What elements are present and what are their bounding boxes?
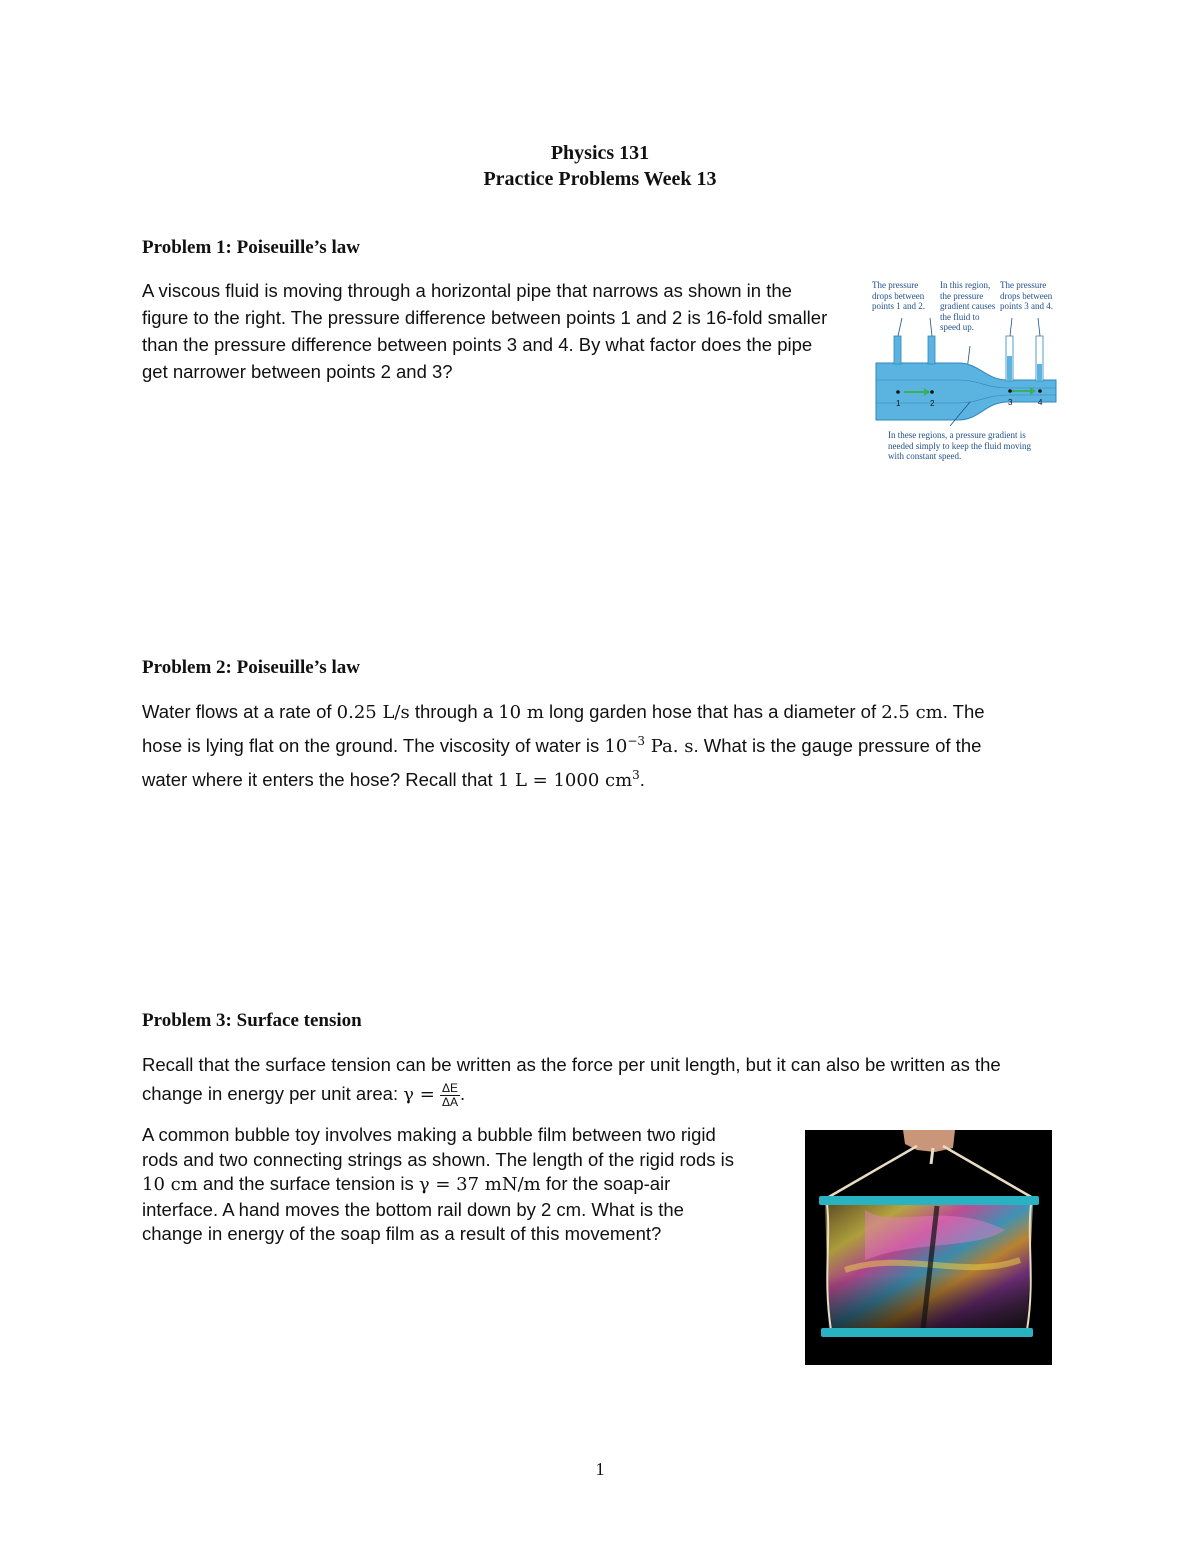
cube-exponent: 3 (632, 768, 640, 783)
problem-2-heading: Problem 2: Poiseuille’s law (142, 657, 360, 678)
problem-1-line: get narrower between points 2 and 3? (142, 361, 453, 382)
problem-1-line: than the pressure difference between points 3 and 4. By what factor does the pipe (142, 334, 813, 355)
pipe-figure (870, 278, 1062, 468)
problem-3-line: interface. A hand moves the bottom rail down by 2 cm. What is the (142, 1198, 684, 1220)
problem-1-heading: Problem 1: Poiseuille’s law (142, 237, 360, 258)
viscosity-exponent: −3 (627, 734, 646, 748)
caption-middle: In this region, the pressure gradient causes the fluid to speed up. (940, 280, 996, 332)
caption-bottom: In these regions, a pressure gradient is needed simply to keep the fluid moving with constant speed. (888, 430, 1031, 461)
point-label-2: 2 (930, 399, 935, 408)
problem-3-line: rods and two connecting strings as shown. The length of the rigid rods is (142, 1148, 734, 1170)
text: . (459, 1083, 466, 1104)
point-label-4: 4 (1038, 398, 1043, 407)
problem-1-line: A viscous fluid is moving through a horizontal pipe that narrows as shown in the (142, 280, 792, 301)
problem-3-line: A common bubble toy involves making a bubble film between two rigid (142, 1124, 716, 1145)
problem-1-text (142, 277, 854, 385)
text: long garden hose that has a diameter of (543, 701, 882, 722)
text: . The (942, 701, 985, 722)
problem-2-line-1 (142, 697, 1060, 727)
point-label-1: 1 (896, 399, 901, 408)
flow-rate: 0.25 L/s (336, 702, 410, 723)
energy-area-fraction (440, 1082, 460, 1109)
fraction-denominator: ΔA (441, 1094, 458, 1109)
liter-conversion: 1 L = 1000 cm (497, 770, 633, 792)
pipe-diagram (870, 318, 1062, 428)
text: change in energy per unit area: (142, 1083, 404, 1104)
document-title: Physics 131 (550, 142, 650, 164)
bubble-toy-illustration (805, 1130, 1052, 1365)
hose-diameter: 2.5 cm (881, 702, 943, 723)
document-subtitle: Practice Problems Week 13 (483, 168, 717, 190)
problem-3-intro-line-2 (142, 1080, 1052, 1109)
problem-3-line (142, 1172, 792, 1198)
text: water where it enters the hose? Recall that (142, 769, 498, 791)
text: hose is lying flat on the ground. The viscosity of water is (142, 735, 605, 757)
text: . What is the gauge pressure of the (693, 735, 982, 757)
text: through a (409, 701, 499, 722)
problem-2-line-2 (142, 727, 1060, 761)
text: . (639, 769, 645, 791)
hose-length: 10 m (498, 702, 544, 723)
problem-3-intro (142, 1051, 1052, 1109)
problem-1-line: figure to the right. The pressure difference between points 1 and 2 is 16-fold smaller (142, 307, 828, 328)
caption-left: The pressure drops between points 1 and 2. (872, 280, 925, 311)
gamma-equals: γ = (403, 1084, 435, 1105)
caption-right: The pressure drops between points 3 and 4. (1000, 280, 1053, 311)
point-label-3: 3 (1008, 398, 1013, 407)
problem-3-heading: Problem 3: Surface tension (142, 1010, 362, 1031)
page-number: 1 (595, 1459, 605, 1479)
fraction-numerator: ΔE (441, 1080, 458, 1095)
problem-3-line: change in energy of the soap film as a result of this movement? (142, 1223, 662, 1244)
viscosity-unit: Pa. s (645, 736, 694, 758)
problem-2-text (142, 697, 1060, 795)
problem-3-body (142, 1123, 792, 1247)
text: for the soap-air (540, 1173, 671, 1194)
surface-tension-value: γ = 37 mN/m (418, 1174, 541, 1195)
problem-2-line-3 (142, 761, 1060, 795)
rod-length: 10 cm (142, 1174, 198, 1195)
text: Water flows at a rate of (142, 701, 337, 722)
viscosity-base: 10 (604, 736, 628, 758)
text: and the surface tension is (197, 1173, 419, 1194)
problem-3-intro-line-1: Recall that the surface tension can be written as the force per unit length, but it can also be written as the (142, 1054, 1001, 1075)
bubble-toy-photo (805, 1130, 1052, 1365)
